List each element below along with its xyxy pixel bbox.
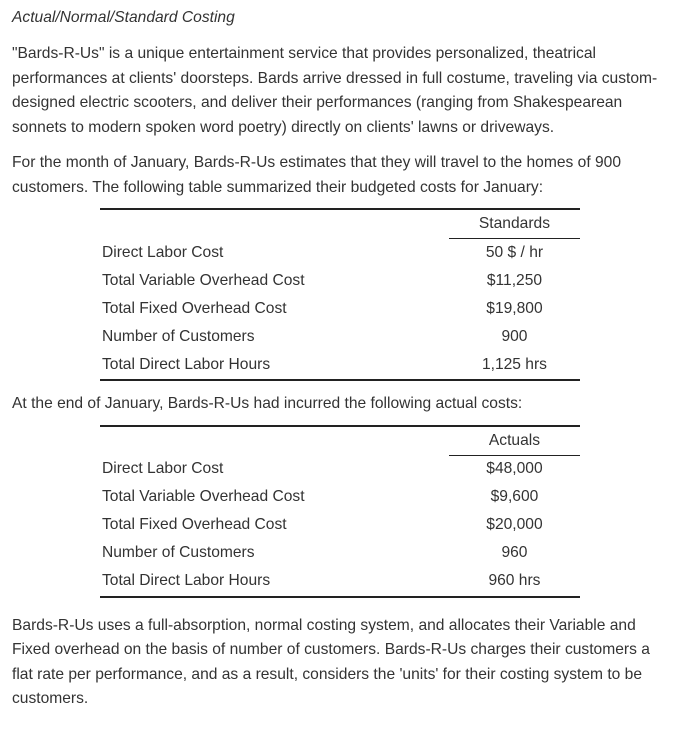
row-value: 900: [501, 327, 528, 345]
row-label: Direct Labor Cost: [102, 460, 224, 478]
actual-intro-paragraph: At the end of January, Bards-R-Us had incurred the following actual costs:: [12, 395, 523, 412]
table-row: [100, 351, 580, 380]
closing-paragraph: Bards-R-Us uses a full-absorption, normal costing system, and allocates their Variable and Fixed overhead on the basis of number of customers. Bards-R-Us charges their customers a flat rate per performance, and as a result, considers the 'units' for their costing system to be customers.: [12, 616, 650, 707]
row-value: $9,600: [490, 488, 539, 506]
row-label: Total Direct Labor Hours: [100, 568, 449, 597]
actuals-column-header: Actuals: [449, 427, 580, 456]
row-label: Direct Labor Cost: [102, 243, 224, 261]
table-row: [100, 484, 580, 512]
row-label: Total Variable Overhead Cost: [102, 488, 305, 506]
budget-intro-paragraph: For the month of January, Bards-R-Us estimates that they will travel to the homes of 900 customers. The following table summarized their budgeted costs for January:: [12, 154, 622, 196]
table-row: [100, 512, 580, 540]
table-row: [100, 455, 580, 484]
row-value: 960 hrs: [449, 568, 580, 597]
row-label: Number of Customers: [102, 544, 255, 562]
row-value: $11,250: [486, 271, 543, 289]
row-value: 50 $ / hr: [485, 243, 544, 261]
table-row: [100, 267, 580, 295]
row-value: 1,125 hrs: [449, 351, 580, 380]
table-row: [100, 239, 580, 268]
actuals-table: [100, 425, 580, 598]
table-row: [100, 540, 580, 568]
standards-column-header: Standards: [449, 210, 580, 239]
table-row: [100, 295, 580, 323]
section-heading: Actual/Normal/Standard Costing: [12, 9, 235, 26]
row-label: Total Variable Overhead Cost: [102, 271, 305, 289]
row-label: Total Fixed Overhead Cost: [102, 299, 287, 317]
row-value: 960: [501, 544, 528, 562]
intro-paragraph: "Bards-R-Us" is a unique entertainment service that provides personalized, theatrical performances at clients' doorsteps. Bards arrive dressed in full costume, traveling via custom-designed electric scooters, and deliver their performances (ranging from Shakespearean sonnets to modern spoken word poetry) directly on clients' lawns or driveways.: [12, 45, 658, 136]
row-label: Total Fixed Overhead Cost: [102, 516, 287, 534]
table-row: [100, 323, 580, 351]
standards-table: [100, 208, 580, 381]
table-row: [100, 568, 580, 597]
row-value: $19,800: [486, 299, 543, 317]
row-label: Total Direct Labor Hours: [100, 351, 449, 380]
row-label: Number of Customers: [102, 327, 255, 345]
row-value: $20,000: [486, 516, 543, 534]
row-value: $48,000: [486, 460, 543, 478]
